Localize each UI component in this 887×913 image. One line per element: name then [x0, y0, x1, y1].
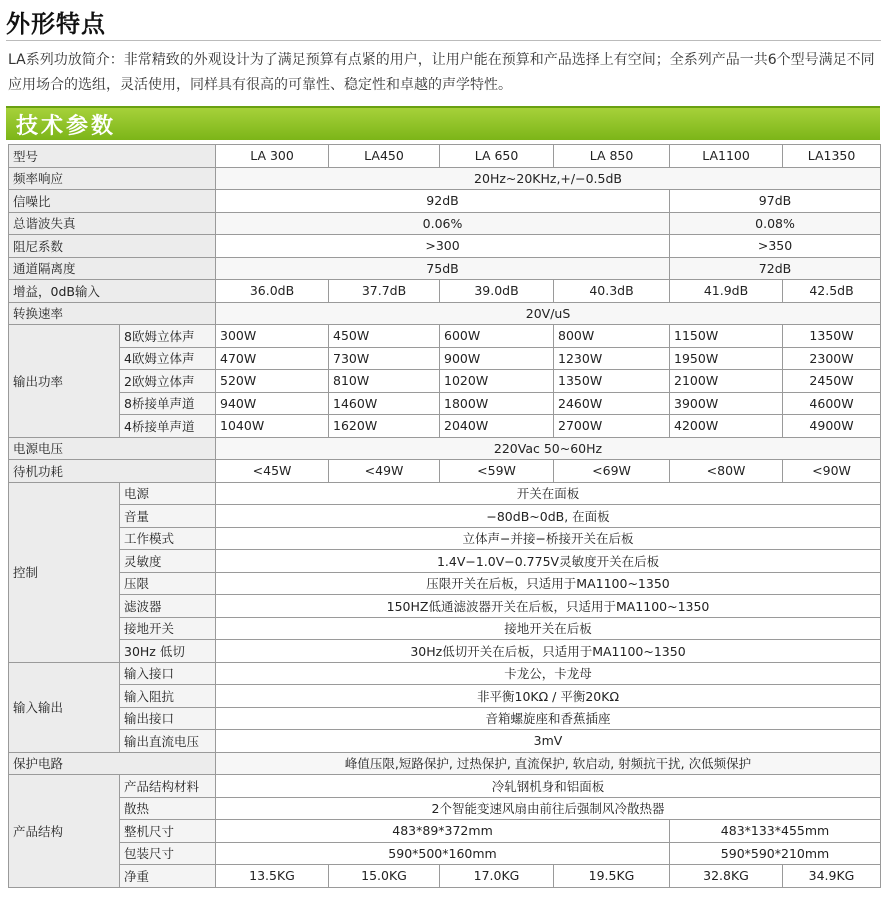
- io-value: 音箱螺旋座和香蕉插座: [216, 707, 881, 730]
- row-structure-cooling: [9, 797, 881, 820]
- spec-table: [8, 144, 881, 888]
- control-value: 立体声−并接−桥接开关在后板: [216, 527, 881, 550]
- supply-value: 220Vac 50~60Hz: [216, 437, 881, 460]
- row-protect: [9, 752, 881, 775]
- model-cell: LA 650: [440, 145, 554, 168]
- page-title: 外形特点: [6, 10, 106, 38]
- power-sub: 8桥接单声道: [120, 392, 216, 415]
- gain-cell: 37.7dB: [329, 280, 440, 303]
- row-power-1: [9, 347, 881, 370]
- row-io-2: [9, 707, 881, 730]
- power-cell: 1020W: [440, 370, 554, 393]
- row-structure-weight: [9, 865, 881, 888]
- power-cell: 450W: [329, 325, 440, 348]
- gain-cell: 39.0dB: [440, 280, 554, 303]
- slew-value: 20V/uS: [216, 302, 881, 325]
- row-power-4: [9, 415, 881, 438]
- gain-cell: 40.3dB: [554, 280, 670, 303]
- snr-value-b: 97dB: [670, 190, 881, 213]
- weight-cell: 32.8KG: [670, 865, 783, 888]
- power-sub: 2欧姆立体声: [120, 370, 216, 393]
- power-cell: 2300W: [783, 347, 881, 370]
- label-freq: 频率响应: [9, 167, 216, 190]
- structure-sub: 产品结构材料: [120, 775, 216, 798]
- control-sub: 工作模式: [120, 527, 216, 550]
- row-control-1: [9, 505, 881, 528]
- io-value: 卡龙公，卡龙母: [216, 662, 881, 685]
- power-cell: 900W: [440, 347, 554, 370]
- gain-cell: 36.0dB: [216, 280, 329, 303]
- io-sub: 输出接口: [120, 707, 216, 730]
- row-control-6: [9, 617, 881, 640]
- intro-paragraph: LA系列功放简介：非常精致的外观设计为了满足预算有点紧的用户，让用户能在预算和产品选择上有空间；全系列产品一共6个型号满足不同应用场合的选组，灵活使用，同样具有很高的可靠性、稳定性和卓越的声学特性。: [8, 52, 875, 93]
- io-value: 非平衡10KΩ / 平衡20KΩ: [216, 685, 881, 708]
- io-sub: 输入阻抗: [120, 685, 216, 708]
- row-freq: [9, 167, 881, 190]
- label-gain: 增益，0dB输入: [9, 280, 216, 303]
- io-sub: 输出直流电压: [120, 730, 216, 753]
- io-value: 3mV: [216, 730, 881, 753]
- power-cell: 2460W: [554, 392, 670, 415]
- power-sub: 8欧姆立体声: [120, 325, 216, 348]
- power-cell: 1800W: [440, 392, 554, 415]
- label-sep: 通道隔离度: [9, 257, 216, 280]
- model-cell: LA 300: [216, 145, 329, 168]
- control-sub: 滤波器: [120, 595, 216, 618]
- label-structure: 产品结构: [9, 775, 120, 888]
- size-value-a: 483*89*372mm: [216, 820, 670, 843]
- sep-value-b: 72dB: [670, 257, 881, 280]
- row-snr: [9, 190, 881, 213]
- weight-cell: 13.5KG: [216, 865, 329, 888]
- control-value: 接地开关在后板: [216, 617, 881, 640]
- row-control-0: [9, 482, 881, 505]
- section-title: 技术参数: [16, 114, 117, 139]
- row-sep: [9, 257, 881, 280]
- row-control-2: [9, 527, 881, 550]
- weight-cell: 34.9KG: [783, 865, 881, 888]
- control-sub: 音量: [120, 505, 216, 528]
- control-value: 150HZ低通滤波器开关在后板，只适用于MA1100~1350: [216, 595, 881, 618]
- control-value: 压限开关在后板，只适用于MA1100~1350: [216, 572, 881, 595]
- gain-cell: 41.9dB: [670, 280, 783, 303]
- row-model: [9, 145, 881, 168]
- pack-value-a: 590*500*160mm: [216, 842, 670, 865]
- label-snr: 信噪比: [9, 190, 216, 213]
- power-cell: 2700W: [554, 415, 670, 438]
- label-io: 输入输出: [9, 662, 120, 752]
- row-slew: [9, 302, 881, 325]
- structure-value: 冷轧钢机身和铝面板: [216, 775, 881, 798]
- power-cell: 1950W: [670, 347, 783, 370]
- power-cell: 2040W: [440, 415, 554, 438]
- power-cell: 2100W: [670, 370, 783, 393]
- damping-value-b: >350: [670, 235, 881, 258]
- row-gain: [9, 280, 881, 303]
- power-cell: 1350W: [554, 370, 670, 393]
- power-cell: 1040W: [216, 415, 329, 438]
- label-slew: 转换速率: [9, 302, 216, 325]
- power-cell: 300W: [216, 325, 329, 348]
- row-thd: [9, 212, 881, 235]
- label-damping: 阻尼系数: [9, 235, 216, 258]
- row-control-4: [9, 572, 881, 595]
- control-sub: 接地开关: [120, 617, 216, 640]
- label-standby: 待机功耗: [9, 460, 216, 483]
- power-cell: 4600W: [783, 392, 881, 415]
- power-cell: 730W: [329, 347, 440, 370]
- control-sub: 灵敏度: [120, 550, 216, 573]
- control-value: −80dB~0dB, 在面板: [216, 505, 881, 528]
- power-sub: 4桥接单声道: [120, 415, 216, 438]
- thd-value-b: 0.08%: [670, 212, 881, 235]
- power-cell: 940W: [216, 392, 329, 415]
- row-damping: [9, 235, 881, 258]
- power-cell: 2450W: [783, 370, 881, 393]
- gain-cell: 42.5dB: [783, 280, 881, 303]
- pack-value-b: 590*590*210mm: [670, 842, 881, 865]
- row-power-3: [9, 392, 881, 415]
- structure-sub: 整机尺寸: [120, 820, 216, 843]
- control-sub: 电源: [120, 482, 216, 505]
- model-cell: LA450: [329, 145, 440, 168]
- standby-cell: <59W: [440, 460, 554, 483]
- structure-value: 2个智能变速风扇由前往后强制风冷散热器: [216, 797, 881, 820]
- label-thd: 总谐波失真: [9, 212, 216, 235]
- row-control-5: [9, 595, 881, 618]
- power-cell: 470W: [216, 347, 329, 370]
- model-cell: LA 850: [554, 145, 670, 168]
- row-power-0: [9, 325, 881, 348]
- row-standby: [9, 460, 881, 483]
- label-protect: 保护电路: [9, 752, 216, 775]
- row-io-1: [9, 685, 881, 708]
- row-control-7: [9, 640, 881, 663]
- row-supply: [9, 437, 881, 460]
- row-power-2: [9, 370, 881, 393]
- row-io-0: [9, 662, 881, 685]
- snr-value-a: 92dB: [216, 190, 670, 213]
- power-cell: 4900W: [783, 415, 881, 438]
- standby-cell: <69W: [554, 460, 670, 483]
- row-structure-material: [9, 775, 881, 798]
- weight-cell: 19.5KG: [554, 865, 670, 888]
- section-banner: [6, 106, 880, 140]
- power-cell: 1350W: [783, 325, 881, 348]
- row-io-3: [9, 730, 881, 753]
- standby-cell: <80W: [670, 460, 783, 483]
- row-structure-pack: [9, 842, 881, 865]
- label-power: 输出功率: [9, 325, 120, 438]
- label-model: 型号: [9, 145, 216, 168]
- control-sub: 30Hz 低切: [120, 640, 216, 663]
- size-value-b: 483*133*455mm: [670, 820, 881, 843]
- power-sub: 4欧姆立体声: [120, 347, 216, 370]
- title-divider: [6, 40, 881, 41]
- power-cell: 600W: [440, 325, 554, 348]
- io-sub: 输入接口: [120, 662, 216, 685]
- power-cell: 4200W: [670, 415, 783, 438]
- power-cell: 1150W: [670, 325, 783, 348]
- label-control: 控制: [9, 482, 120, 662]
- power-cell: 3900W: [670, 392, 783, 415]
- sep-value-a: 75dB: [216, 257, 670, 280]
- control-value: 30Hz低切开关在后板，只适用于MA1100~1350: [216, 640, 881, 663]
- damping-value-a: >300: [216, 235, 670, 258]
- control-sub: 压限: [120, 572, 216, 595]
- label-supply: 电源电压: [9, 437, 216, 460]
- standby-cell: <45W: [216, 460, 329, 483]
- power-cell: 520W: [216, 370, 329, 393]
- power-cell: 1620W: [329, 415, 440, 438]
- standby-cell: <90W: [783, 460, 881, 483]
- row-structure-size: [9, 820, 881, 843]
- power-cell: 1460W: [329, 392, 440, 415]
- standby-cell: <49W: [329, 460, 440, 483]
- power-cell: 810W: [329, 370, 440, 393]
- protect-value: 峰值压限,短路保护, 过热保护, 直流保护, 软启动, 射频抗干扰, 次低频保护: [216, 752, 881, 775]
- weight-cell: 15.0KG: [329, 865, 440, 888]
- control-value: 开关在面板: [216, 482, 881, 505]
- model-cell: LA1350: [783, 145, 881, 168]
- structure-sub: 散热: [120, 797, 216, 820]
- weight-cell: 17.0KG: [440, 865, 554, 888]
- thd-value-a: 0.06%: [216, 212, 670, 235]
- freq-value: 20Hz~20KHz,+/−0.5dB: [216, 167, 881, 190]
- power-cell: 800W: [554, 325, 670, 348]
- control-value: 1.4V−1.0V−0.775V灵敏度开关在后板: [216, 550, 881, 573]
- power-cell: 1230W: [554, 347, 670, 370]
- model-cell: LA1100: [670, 145, 783, 168]
- structure-sub: 净重: [120, 865, 216, 888]
- structure-sub: 包装尺寸: [120, 842, 216, 865]
- row-control-3: [9, 550, 881, 573]
